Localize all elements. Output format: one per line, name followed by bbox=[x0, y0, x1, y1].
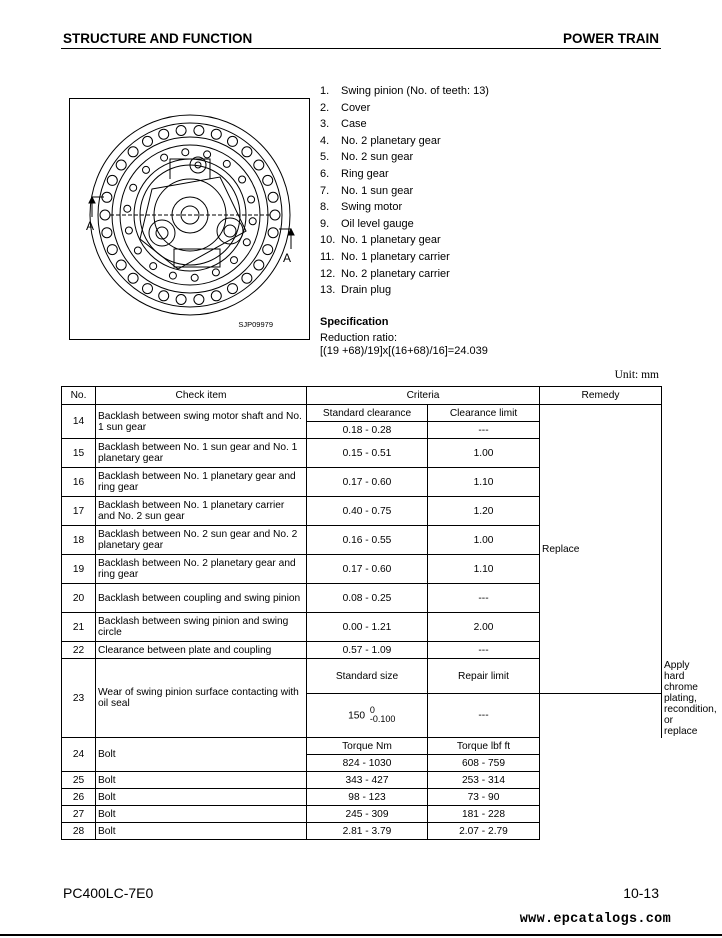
check-item: Bolt bbox=[96, 789, 307, 806]
row-number: 19 bbox=[62, 555, 96, 584]
part-number: 10. bbox=[320, 234, 336, 247]
bolt-hole bbox=[254, 160, 264, 170]
part-number: 4. bbox=[320, 134, 330, 147]
header-criteria: Criteria bbox=[307, 387, 540, 405]
inner-bolt-hole bbox=[130, 184, 137, 191]
clearance-limit: 1.10 bbox=[428, 555, 540, 584]
standard-clearance: 0.17 - 0.60 bbox=[307, 555, 428, 584]
standard-clearance: 0.17 - 0.60 bbox=[307, 468, 428, 497]
part-item bbox=[320, 83, 489, 100]
part-number: 9. bbox=[320, 217, 330, 230]
row-number: 20 bbox=[62, 584, 96, 613]
bolt-hole bbox=[143, 136, 153, 146]
part-item bbox=[320, 232, 489, 249]
inner-bolt-hole bbox=[212, 269, 219, 276]
inner-bolt-hole bbox=[231, 257, 238, 264]
part-number: 3. bbox=[320, 118, 330, 131]
row-number: 26 bbox=[62, 789, 96, 806]
inner-bolt-hole bbox=[169, 272, 176, 279]
check-item: Backlash between swing pinion and swing circle bbox=[96, 613, 307, 642]
bolt-hole bbox=[242, 147, 252, 157]
row-number: 15 bbox=[62, 439, 96, 468]
size-value: 150 bbox=[348, 710, 366, 722]
clearance-limit: 1.10 bbox=[428, 468, 540, 497]
part-name: Ring gear bbox=[341, 167, 389, 180]
inner-bolt-hole bbox=[161, 154, 168, 161]
check-item: Backlash between No. 2 planetary gear and ring gear bbox=[96, 555, 307, 584]
bolt-hole bbox=[211, 129, 221, 139]
header-no: No. bbox=[62, 387, 96, 405]
bolt-hole bbox=[176, 295, 186, 305]
row-number: 27 bbox=[62, 806, 96, 823]
inner-bolt-hole bbox=[143, 166, 150, 173]
part-item bbox=[320, 116, 489, 133]
row-number: 18 bbox=[62, 526, 96, 555]
row-number: 17 bbox=[62, 497, 96, 526]
check-item: Backlash between No. 2 sun gear and No. 2 planetary gear bbox=[96, 526, 307, 555]
part-number: 8. bbox=[320, 201, 330, 214]
inner-bolt-hole bbox=[134, 247, 141, 254]
part-number: 5. bbox=[320, 151, 330, 164]
standard-size bbox=[307, 694, 428, 738]
figure-code: SJP09979 bbox=[238, 320, 273, 329]
part-number: 2. bbox=[320, 101, 330, 114]
bolt-hole bbox=[116, 160, 126, 170]
clearance-limit: 1.00 bbox=[428, 439, 540, 468]
part-name: Cover bbox=[341, 101, 371, 114]
torque-lbfft: 608 - 759 bbox=[428, 755, 540, 772]
inner-bolt-hole bbox=[204, 151, 211, 158]
part-number: 1. bbox=[320, 85, 330, 97]
part-item bbox=[320, 133, 489, 150]
subheader-repair-limit: Repair limit bbox=[428, 659, 540, 694]
bolt-hole bbox=[107, 245, 117, 255]
bolt-hole bbox=[268, 192, 278, 202]
clearance-limit: 1.20 bbox=[428, 497, 540, 526]
bolt-hole bbox=[242, 273, 252, 283]
part-number: 6. bbox=[320, 167, 330, 180]
bolt-hole bbox=[143, 284, 153, 294]
part-name: Drain plug bbox=[341, 284, 392, 297]
reduction-ratio-formula: [(19 +68)/19]x[(16+68)/16]=24.039 bbox=[320, 345, 488, 357]
table-row bbox=[62, 405, 662, 422]
part-number: 13. bbox=[320, 284, 336, 297]
swing-machinery-drawing bbox=[70, 99, 309, 339]
inner-bolt-hole bbox=[243, 239, 250, 246]
torque-nm: 2.81 - 3.79 bbox=[307, 823, 428, 840]
check-table bbox=[61, 386, 717, 840]
torque-lbfft: 2.07 - 2.79 bbox=[428, 823, 540, 840]
inner-bolt-hole bbox=[223, 160, 230, 167]
check-item: Clearance between plate and coupling bbox=[96, 642, 307, 659]
part-name: No. 2 sun gear bbox=[341, 151, 414, 164]
bolt-hole bbox=[270, 210, 280, 220]
part-name: No. 1 planetary gear bbox=[341, 234, 441, 247]
row-number: 21 bbox=[62, 613, 96, 642]
bolt-hole bbox=[107, 175, 117, 185]
clearance-limit: 2.00 bbox=[428, 613, 540, 642]
standard-clearance: 0.40 - 0.75 bbox=[307, 497, 428, 526]
table-row: 23 Wear of swing pinion surface contacting with oil seal Standard size Repair limit Apply hard chrome plating, recondition, or replace bbox=[62, 659, 662, 694]
bolt-hole bbox=[211, 291, 221, 301]
section-marker-right: A bbox=[283, 251, 292, 265]
swing-machinery-figure bbox=[69, 98, 310, 340]
part-name: Swing motor bbox=[341, 201, 403, 214]
part-item bbox=[320, 166, 489, 183]
part-number: 11. bbox=[320, 250, 335, 263]
clearance-limit: 1.00 bbox=[428, 526, 540, 555]
inner-bolt-hole bbox=[125, 227, 132, 234]
remedy-replace: Replace bbox=[540, 405, 662, 694]
subheader-standard-clearance: Standard clearance bbox=[307, 405, 428, 422]
subheader-torque-nm: Torque Nm bbox=[307, 738, 428, 755]
part-name: No. 1 planetary carrier bbox=[341, 250, 450, 263]
check-item: Bolt bbox=[96, 806, 307, 823]
bolt-hole bbox=[263, 245, 273, 255]
subheader-clearance-limit: Clearance limit bbox=[428, 405, 540, 422]
check-item: Backlash between coupling and swing pinion bbox=[96, 584, 307, 613]
tolerance bbox=[368, 704, 396, 724]
bottom-rule bbox=[0, 934, 722, 936]
bolt-hole bbox=[176, 126, 186, 136]
part-name: Oil level gauge bbox=[341, 217, 414, 230]
check-item: Wear of swing pinion surface contacting with oil seal bbox=[96, 659, 307, 738]
bolt-hole bbox=[159, 129, 169, 139]
row-number: 23 bbox=[62, 659, 96, 738]
standard-clearance: 0.15 - 0.51 bbox=[307, 439, 428, 468]
check-item: Backlash between No. 1 sun gear and No. 1 planetary gear bbox=[96, 439, 307, 468]
parts-list bbox=[320, 83, 489, 299]
part-item bbox=[320, 249, 489, 266]
bolt-hole bbox=[228, 136, 238, 146]
bolt-hole bbox=[263, 175, 273, 185]
page-number: 10-13 bbox=[623, 885, 659, 901]
row-number: 24 bbox=[62, 738, 96, 772]
bolt-hole bbox=[100, 210, 110, 220]
section-marker-left: A bbox=[86, 219, 95, 233]
bolt-hole bbox=[194, 126, 204, 136]
row-number: 22 bbox=[62, 642, 96, 659]
bolt-hole bbox=[254, 260, 264, 270]
inner-bolt-hole bbox=[182, 149, 189, 156]
chapter-title: POWER TRAIN bbox=[563, 31, 659, 46]
bolt-hole bbox=[102, 228, 112, 238]
row-number: 25 bbox=[62, 772, 96, 789]
part-name: Swing pinion (No. of teeth: 13) bbox=[341, 85, 489, 97]
standard-clearance: 0.18 - 0.28 bbox=[307, 422, 428, 439]
subheader-standard-size: Standard size bbox=[307, 659, 428, 694]
watermark: www.epcatalogs.com bbox=[519, 912, 671, 927]
row-number: 14 bbox=[62, 405, 96, 439]
torque-nm: 343 - 427 bbox=[307, 772, 428, 789]
check-item: Bolt bbox=[96, 823, 307, 840]
standard-clearance: 0.00 - 1.21 bbox=[307, 613, 428, 642]
part-item bbox=[320, 100, 489, 117]
inner-bolt-hole bbox=[191, 274, 198, 281]
inner-bolt-hole bbox=[150, 263, 157, 270]
torque-nm: 98 - 123 bbox=[307, 789, 428, 806]
check-item: Bolt bbox=[96, 772, 307, 789]
remedy-empty bbox=[540, 738, 662, 840]
row-number: 16 bbox=[62, 468, 96, 497]
torque-lbfft: 253 - 314 bbox=[428, 772, 540, 789]
part-name: Case bbox=[341, 118, 367, 131]
part-item bbox=[320, 199, 489, 216]
part-item bbox=[320, 266, 489, 283]
part-item bbox=[320, 282, 489, 299]
bolt-hole bbox=[128, 273, 138, 283]
inner-bolt-hole bbox=[239, 176, 246, 183]
check-item: Backlash between swing motor shaft and No. 1 sun gear bbox=[96, 405, 307, 439]
standard-clearance: 0.16 - 0.55 bbox=[307, 526, 428, 555]
clearance-limit: --- bbox=[428, 584, 540, 613]
part-name: No. 2 planetary gear bbox=[341, 134, 441, 147]
check-item: Bolt bbox=[96, 738, 307, 772]
part-name: No. 2 planetary carrier bbox=[341, 267, 450, 280]
header-check-item: Check item bbox=[96, 387, 307, 405]
torque-lbfft: 181 - 228 bbox=[428, 806, 540, 823]
bolt-hole bbox=[116, 260, 126, 270]
inner-bolt-hole bbox=[249, 218, 256, 225]
clearance-limit: --- bbox=[428, 422, 540, 439]
tolerance-upper: 0 bbox=[369, 704, 375, 715]
part-name: No. 1 sun gear bbox=[341, 184, 414, 197]
torque-nm: 824 - 1030 bbox=[307, 755, 428, 772]
part-number: 12. bbox=[320, 267, 336, 280]
specification-title: Specification bbox=[320, 316, 389, 328]
tolerance-lower: -0.100 bbox=[369, 713, 396, 724]
part-number: 7. bbox=[320, 184, 330, 197]
torque-lbfft: 73 - 90 bbox=[428, 789, 540, 806]
model-code: PC400LC-7E0 bbox=[63, 885, 154, 901]
header-remedy: Remedy bbox=[540, 387, 662, 405]
check-item: Backlash between No. 1 planetary gear and ring gear bbox=[96, 468, 307, 497]
bolt-hole bbox=[268, 228, 278, 238]
reduction-ratio-label: Reduction ratio: bbox=[320, 332, 398, 344]
header-rule bbox=[61, 48, 661, 49]
bolt-hole bbox=[128, 147, 138, 157]
standard-clearance: 0.08 - 0.25 bbox=[307, 584, 428, 613]
standard-clearance: 0.57 - 1.09 bbox=[307, 642, 428, 659]
clearance-limit: --- bbox=[428, 642, 540, 659]
part-item bbox=[320, 149, 489, 166]
part-item bbox=[320, 183, 489, 200]
table-row bbox=[62, 738, 662, 755]
subheader-torque-lbfft: Torque lbf ft bbox=[428, 738, 540, 755]
bolt-hole bbox=[228, 284, 238, 294]
section-title: STRUCTURE AND FUNCTION bbox=[63, 31, 253, 46]
inner-bolt-hole bbox=[124, 205, 131, 212]
check-item: Backlash between No. 1 planetary carrier and No. 2 sun gear bbox=[96, 497, 307, 526]
inner-bolt-hole bbox=[248, 196, 255, 203]
bolt-hole bbox=[194, 295, 204, 305]
torque-nm: 245 - 309 bbox=[307, 806, 428, 823]
part-item bbox=[320, 216, 489, 233]
unit-label: Unit: mm bbox=[614, 369, 659, 381]
repair-limit: --- bbox=[428, 694, 540, 738]
bolt-hole bbox=[159, 291, 169, 301]
row-number: 28 bbox=[62, 823, 96, 840]
